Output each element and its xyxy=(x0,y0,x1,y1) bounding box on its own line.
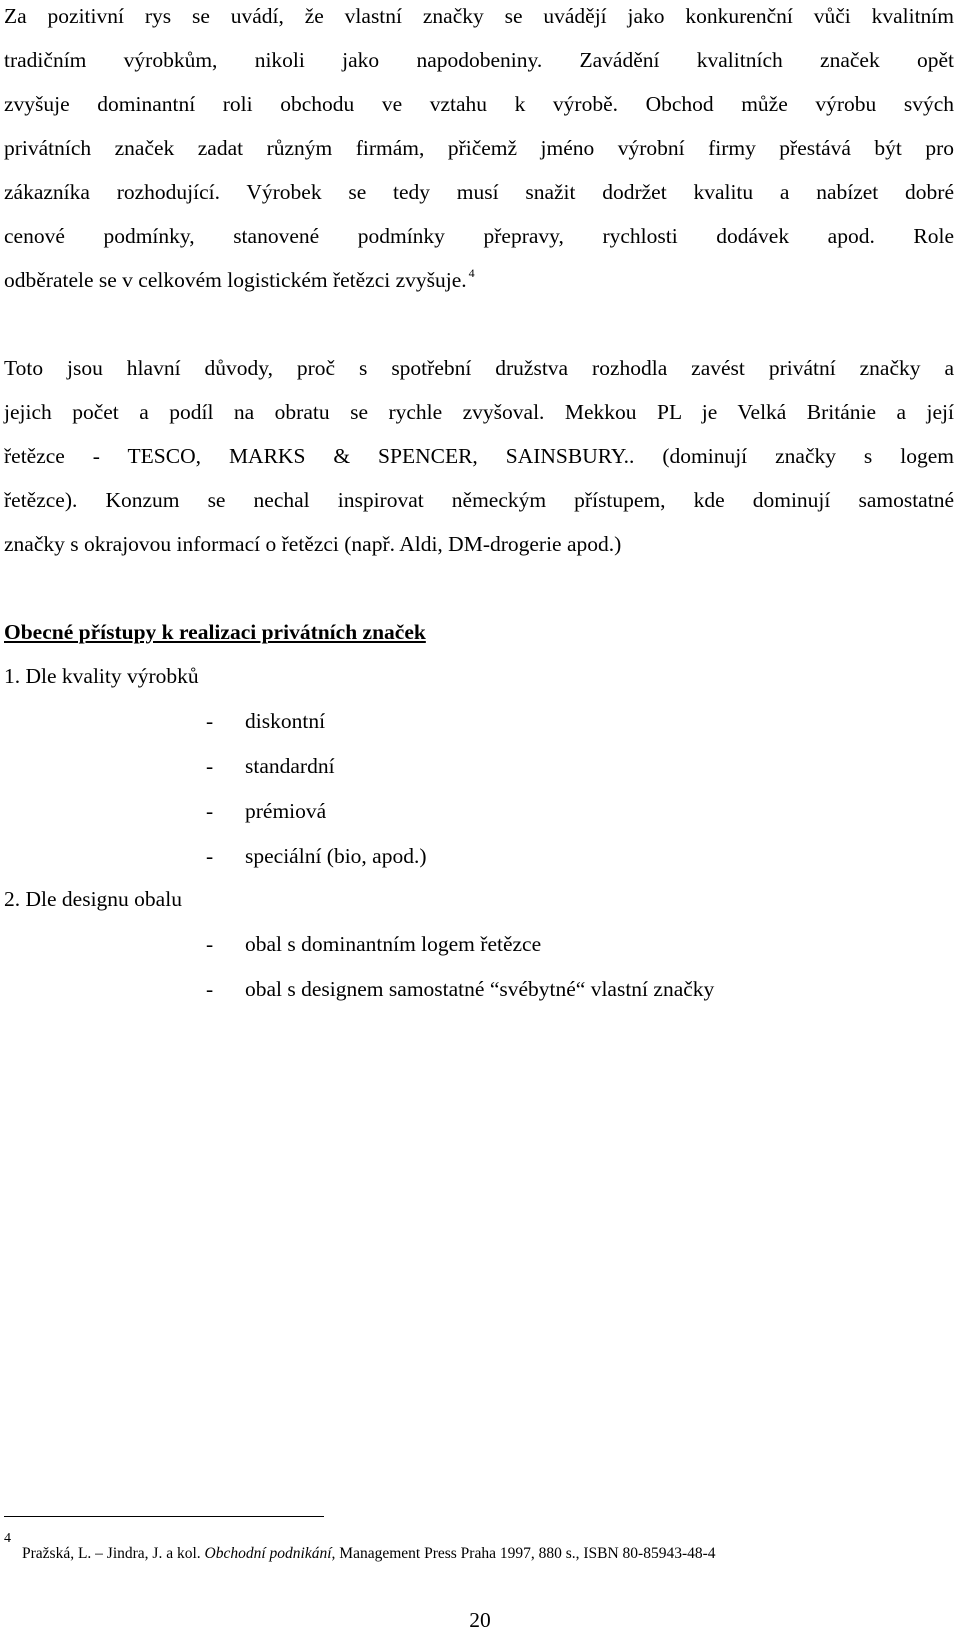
paragraph-2-line: řetězce). Konzum se nechal inspirovat německým přístupem, kde dominují samostatné xyxy=(4,488,954,512)
footnote-publisher: Management Press Praha 1997, 880 s., ISBN 80-85943-48-4 xyxy=(339,1545,716,1562)
paragraph-2-line: řetězce - TESCO, MARKS & SPENCER, SAINSBURY.. (dominují značky s logem xyxy=(4,444,954,468)
paragraph-1-line: Za pozitivní rys se uvádí, že vlastní značky se uvádějí jako konkurenční vůči kvalitním xyxy=(4,4,954,28)
paragraph-1-line: zvyšuje dominantní roli obchodu ve vztahu k výrobě. Obchod může výrobu svých xyxy=(4,92,954,116)
list-item-text: diskontní xyxy=(245,709,326,733)
list-bullet: - xyxy=(206,932,214,956)
paragraph-1-line: zákazníka rozhodující. Výrobek se tedy musí snažit dodržet kvalitu a nabízet dobré xyxy=(4,180,954,204)
list-bullet: - xyxy=(206,754,214,778)
footnote-separator xyxy=(4,1516,324,1517)
paragraph-1-line: cenové podmínky, stanovené podmínky přepravy, rychlosti dodávek apod. Role xyxy=(4,224,954,248)
list-bullet: - xyxy=(206,799,214,823)
list-item-text: prémiová xyxy=(245,799,327,823)
list-item-text: speciální (bio, apod.) xyxy=(245,844,427,868)
footnote-title: Obchodní podnikání, xyxy=(204,1545,336,1562)
list-item-text: standardní xyxy=(245,754,335,778)
footnote-text xyxy=(22,1545,716,1563)
paragraph-1-line: privátních značek zadat různým firmám, přičemž jméno výrobní firmy přestává být pro xyxy=(4,136,954,160)
paragraph-1-line: odběratele se v celkovém logistickém řetězci zvyšuje. xyxy=(4,268,467,292)
paragraph-1-line: tradičním výrobkům, nikoli jako napodobeniny. Zavádění kvalitních značek opět xyxy=(4,48,954,72)
list-2-title: 2. Dle designu obalu xyxy=(4,887,182,911)
page-number: 20 xyxy=(469,1608,491,1632)
list-bullet: - xyxy=(206,844,214,868)
footnote-reference[interactable]: 4 xyxy=(468,266,475,280)
list-1-title: 1. Dle kvality výrobků xyxy=(4,664,199,688)
list-bullet: - xyxy=(206,977,214,1001)
list-item-text: obal s dominantním logem řetězce xyxy=(245,932,542,956)
footnote-number: 4 xyxy=(4,1531,11,1546)
paragraph-2-line: jejich počet a podíl na obratu se rychle zvyšoval. Mekkou PL je Velká Británie a její xyxy=(4,400,954,424)
paragraph-2-line: značky s okrajovou informací o řetězci (např. Aldi, DM-drogerie apod.) xyxy=(4,532,622,556)
footnote-authors: Pražská, L. – Jindra, J. a kol. xyxy=(22,1545,201,1562)
paragraph-2-line: Toto jsou hlavní důvody, proč s spotřební družstva rozhodla zavést privátní značky a xyxy=(4,356,954,380)
list-item-text: obal s designem samostatné “svébytné“ vlastní značky xyxy=(245,977,715,1001)
list-bullet: - xyxy=(206,709,214,733)
section-heading: Obecné přístupy k realizaci privátních značek xyxy=(4,620,426,644)
paragraph-1-last-line xyxy=(4,266,954,297)
